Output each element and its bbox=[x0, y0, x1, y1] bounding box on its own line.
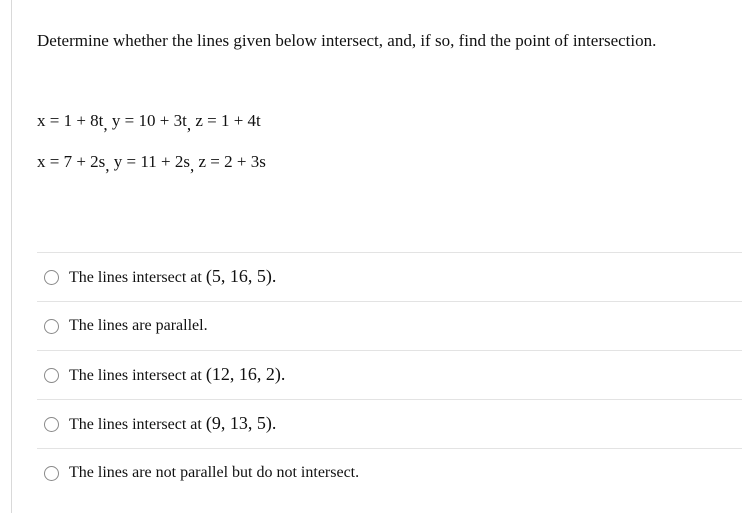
intersection-point: (5, 16, 5). bbox=[205, 266, 277, 286]
line1-equations bbox=[37, 110, 261, 132]
option-label: The lines intersect at (9, 13, 5). bbox=[69, 413, 277, 433]
radio-button[interactable] bbox=[44, 466, 59, 481]
comma: , bbox=[105, 156, 110, 175]
left-border bbox=[11, 0, 12, 513]
radio-button[interactable] bbox=[44, 270, 59, 285]
question-text: Determine whether the lines given below intersect, and, if so, find the point of intersection. bbox=[37, 31, 657, 50]
comma: , bbox=[103, 115, 108, 134]
line2-z: z = 2 + 3s bbox=[198, 152, 266, 171]
option-1[interactable] bbox=[37, 252, 742, 301]
intersection-point: (12, 16, 2). bbox=[205, 364, 286, 384]
line1-z: z = 1 + 4t bbox=[195, 111, 261, 130]
radio-button[interactable] bbox=[44, 417, 59, 432]
line1-x: x = 1 + 8t bbox=[37, 111, 104, 130]
option-2[interactable] bbox=[37, 301, 742, 350]
line2-equations bbox=[37, 151, 266, 173]
option-label: The lines intersect at (5, 16, 5). bbox=[69, 266, 277, 286]
option-3[interactable] bbox=[37, 350, 742, 399]
answer-options bbox=[37, 252, 742, 497]
radio-button[interactable] bbox=[44, 368, 59, 383]
option-label: The lines intersect at (12, 16, 2). bbox=[69, 364, 286, 384]
option-5[interactable] bbox=[37, 448, 742, 497]
comma: , bbox=[186, 115, 192, 134]
comma: , bbox=[189, 156, 195, 175]
radio-button[interactable] bbox=[44, 319, 59, 334]
option-label: The lines are not parallel but do not intersect. bbox=[69, 464, 360, 481]
option-label: The lines are parallel. bbox=[69, 317, 208, 334]
intersection-point: (9, 13, 5). bbox=[205, 413, 277, 433]
line1-y: y = 10 + 3t bbox=[111, 111, 187, 130]
option-4[interactable] bbox=[37, 399, 742, 448]
line2-y: y = 11 + 2s bbox=[113, 152, 190, 171]
line2-x: x = 7 + 2s bbox=[37, 152, 106, 171]
